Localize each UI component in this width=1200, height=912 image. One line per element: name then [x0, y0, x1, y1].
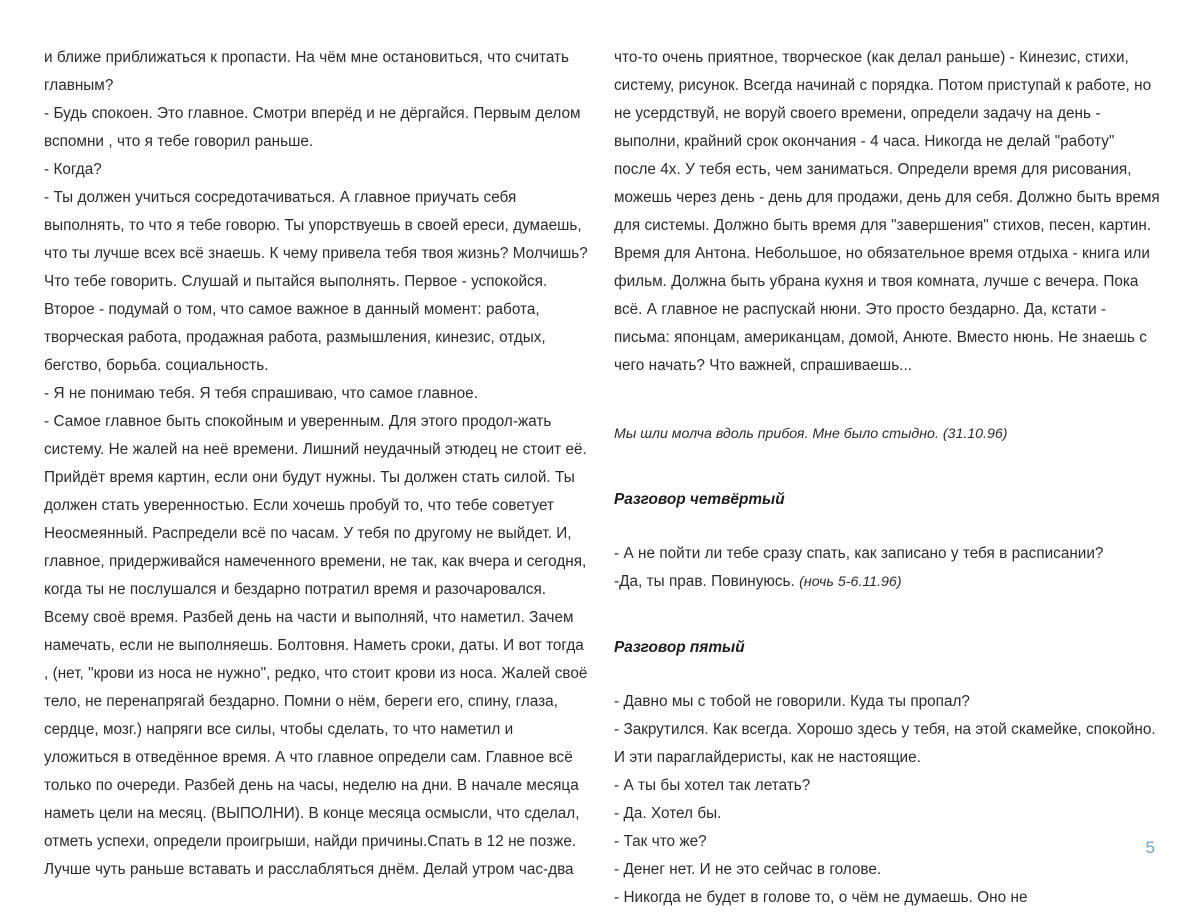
italic-diary-note: Мы шли молча вдоль прибоя. Мне было стыдно. (31.10.96) — [614, 426, 1008, 442]
spacer-after-heading-five — [614, 660, 1160, 688]
section-heading-five: Разговор пятый — [614, 639, 745, 656]
dialogue-line-no-money: - Денег нет. И не это сейчас в голове. — [614, 861, 882, 878]
dialogue-line-yes-would: - Да. Хотел бы. — [614, 805, 722, 822]
dialogue-line-never-in-head: - Никогда не будет в голове то, о чём не думаешь. Оно не — [614, 889, 1028, 906]
section-heading-four: Разговор четвёртый — [614, 491, 785, 508]
dialogue-obey-main: -Да, ты прав. Повинуюсь. — [614, 573, 800, 590]
two-column-body — [44, 44, 1160, 912]
dialogue-line-long-time: - Давно мы с тобой не говорили. Куда ты пропал? — [614, 693, 970, 710]
paragraph-concentrate: - Ты должен учиться сосредотачиваться. А главное приучать себя выполнять, то что я тебе говорю. Ты упорствуешь в своей ереси, думаешь, что ты лучше всех всё знаешь. К чему привела тебя твоя жизнь? Молчишь? Что тебе говорить. Слушай и пытайся выполнять. Первое - успокойся. Второе - подумай о том, что самое важное в данный момент: работа, творческая работа, продажная работа, размышления, кинезис, отдых, бегство, борьба. социальность. — [44, 189, 588, 374]
paragraph-main-thing: - Самое главное быть спокойным и уверенным. Для этого продол-жать систему. Не жалей на неё времени. Лишний неудачный этюдец не стоит её. Прийдёт время картин, если они будут нужны. Ты должен стать силой. Ты должен стать уверенностью. Если хочешь пробуй то, что тебе советует Неосмеянный. Распредели всё по часам. У тебя по другому не выйдет. И, главное, придерживайся намеченного времени, не так, как вчера и сегодня, когда ты не послушался и бездарно потратил время и разочаровался. Всему своё время. Разбей день на части и выполняй, что наметил. Зачем намечать, если не выполняешь. Болтовня. Наметь сроки, даты. И вот тогда , (нет, "крови из носа не нужно", редко, что стоит крови из носа. Жалей своё тело, не перенапрягай бездарно. Помни о нём, береги его, спину, глаза, сердце, мозг.) напряги все силы, чтобы сделать, то что наметил и уложиться в отведённое время. А что главное определи сам. Главное всё только по очереди. Разбей день на часы, неделю на дни. В начале месяца наметь цели на месяц. (ВЫПОЛНИ). В конце месяца осмысли, что сделал, отметь успехи, определи проигрыши, найди причины.Спать в 12 не позже. Лучше чуть раньше вставать и расслабляться днём. Делай утром час-два — [44, 413, 588, 878]
left-column — [44, 44, 589, 912]
spacer-before-heading-five — [614, 596, 1160, 636]
paragraph-intro: и ближе приближаться к пропасти. На чём мне остановиться, что считать главным? — [44, 49, 570, 94]
dialogue-line-busy: - Закрутился. Как всегда. Хорошо здесь у тебя, на этой скамейке, спокойно. И эти параглайдеристы, как не настоящие. — [614, 721, 1156, 766]
spacer-before-heading-four — [614, 448, 1160, 488]
dialogue-line-sleep-question: - А не пойти ли тебе сразу спать, как записано у тебя в расписании? — [614, 545, 1104, 562]
dialogue-line-obey — [614, 568, 1160, 596]
dialogue-line-so-what: - Так что же? — [614, 833, 707, 850]
right-column — [614, 44, 1160, 912]
spacer-before-note — [614, 380, 1160, 420]
paragraph-continuation: что-то очень приятное, творческое (как делал раньше) - Кинезис, стихи, систему, рисунок. Всегда начинай с порядка. Потом приступай к работе, но не усердствуй, не воруй своего времени, определи задачу на день - выполни, крайний срок окончания - 4 часа. Никогда не делай "работу" после 4х. У тебя есть, чем заниматься. Определи время для рисования, можешь через день - день для продажи, день для себя. Должно быть время для системы. Должно быть время для "завершения" стихов, песен, картин. Время для Антона. Небольшое, но обязательное время отдыха - книга или фильм. Должна быть убрана кухня и твоя комната, лучше с вечера. Пока всё. А главное не распускай нюни. Это просто бездарно. Да, кстати - письма: японцам, американцам, домой, Анюте. Вместо нюнь. Не знаешь с чего начать? Что важней, спрашиваешь... — [614, 49, 1160, 374]
page-number: 5 — [1145, 838, 1155, 857]
paragraph-dont-understand: - Я не понимаю тебя. Я тебя спрашиваю, что самое главное. — [44, 385, 478, 402]
dialogue-line-would-you-fly: - А ты бы хотел так летать? — [614, 777, 811, 794]
spacer-after-heading-four — [614, 512, 1160, 540]
paragraph-question-when: - Когда? — [44, 161, 102, 178]
paragraph-reply-calm: - Будь спокоен. Это главное. Смотри вперёд и не дёргайся. Первым делом вспомни , что я тебе говорил раньше. — [44, 105, 581, 150]
dialogue-obey-date: (ночь 5-6.11.96) — [799, 574, 902, 590]
